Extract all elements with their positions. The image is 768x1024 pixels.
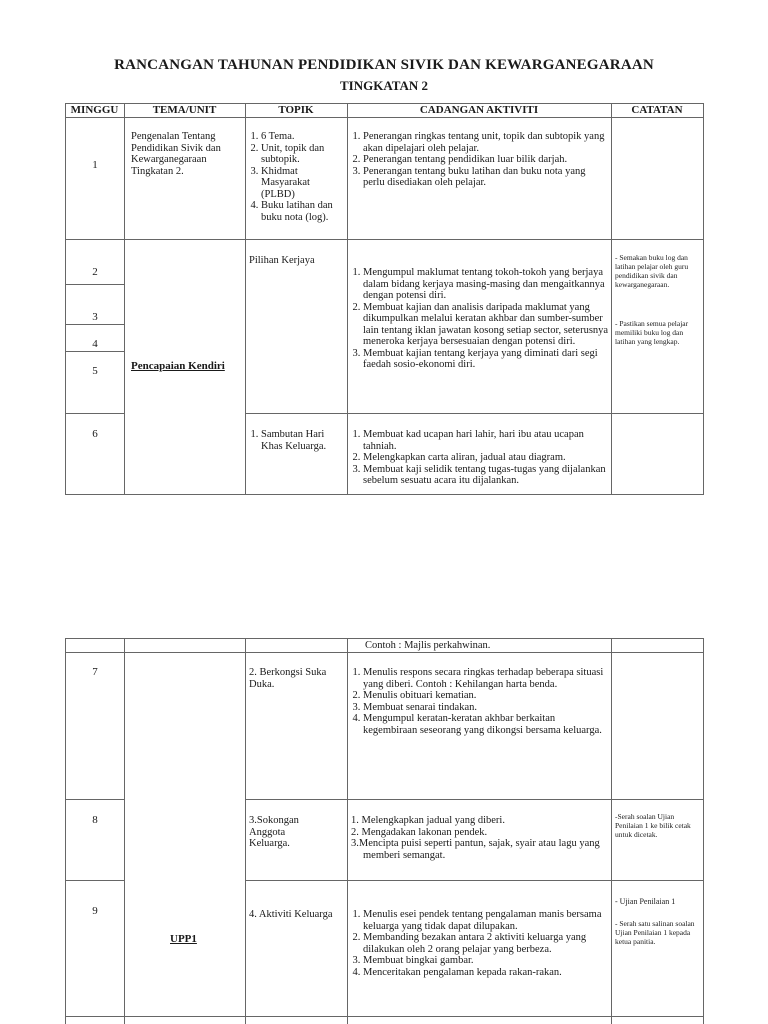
tema-pengenalan: Pengenalan Tentang Pendidikan Sivik dan Kewarganegaraan Tingkatan 2. [131, 131, 221, 177]
week-2: 2 [92, 266, 98, 278]
topik-week-6: 1. Sambutan Hari Khas Keluarga. [249, 429, 345, 452]
topik-pilihan-kerjaya: Pilihan Kerjaya [249, 255, 315, 266]
aktiviti-week-6: 1. Membuat kad ucapan hari lahir, hari ibu atau ucapan tahniah. 2. Melengkapkan carta aliran, jadual atau diagram. 3. Membuat kaji selidik tentang tugas-tugas yang dijalankan sebelum sesuatu acara itu dijalankan. [351, 429, 609, 487]
week-7: 7 [92, 666, 98, 678]
aktiviti-week-1: 1. Penerangan ringkas tentang unit, topik dan subtopik yang akan dipelajari oleh pelajar. 2. Penerangan tentang pendidikan luar bilik darjah. 3. Penerangan tentang buku latihan dan buku nota yang perlu disediakan oleh pelajar. [351, 131, 609, 189]
week-8: 8 [92, 814, 98, 826]
catatan-ujian-penilaian: - Ujian Penilaian 1 [615, 897, 676, 906]
week-4: 4 [92, 338, 98, 350]
topik-week-8: 3.Sokongan Anggota Keluarga. [249, 815, 299, 849]
week-5: 5 [92, 365, 98, 377]
header-aktiviti: CADANGAN AKTIVITI [419, 104, 539, 116]
week-6: 6 [92, 428, 98, 440]
tema-pencapaian-kendiri: Pencapaian Kendiri [131, 360, 225, 372]
aktiviti-week-7: 1. Menulis respons secara ringkas terhadap beberapa situasi yang diberi. Contoh : Kehilangan harta benda. 2. Menulis obituari kematian. 3. Membuat senarai tindakan. 4. Mengumpul keratan-keratan akhbar berkaitan kegembiraan seseorang yang dikongsi bersama keluarga. [351, 667, 609, 736]
header-topik: TOPIK [278, 104, 314, 116]
header-minggu: MINGGU [70, 104, 119, 116]
topik-week-7: 2. Berkongsi Suka Duka. [249, 667, 327, 690]
catatan-semakan: - Semakan buku log dan latihan pelajar oleh guru pendidikan sivik dan kewarganegaraan. [615, 253, 689, 289]
week-9: 9 [92, 905, 98, 917]
header-catatan: CATATAN [631, 104, 683, 116]
header-tema: TEMA/UNIT [152, 104, 217, 116]
topik-week-1: 1. 6 Tema. 2. Unit, topik dan subtopik. 3. Khidmat Masyarakat (PLBD) 4. Buku latihan dan buku nota (log). [249, 131, 345, 223]
catatan-pastikan: - Pastikan semua pelajar memiliki buku log dan latihan yang lengkap. [615, 319, 689, 346]
topik-week-9: 4. Aktiviti Keluarga [249, 909, 333, 920]
aktiviti-week-8: 1. Melengkapkan jadual yang diberi. 2. Mengadakan lakonan pendek. 3.Mencipta puisi seperti pantun, sajak, syair atau lagu yang memberi semangat. [351, 815, 600, 861]
week-3: 3 [92, 311, 98, 323]
catatan-serah-salinan: - Serah satu salinan soalan Ujian Penilaian 1 kepada ketua panitia. [615, 919, 695, 946]
catatan-serah-soalan: -Serah soalan Ujian Penilaian 1 ke bilik cetak untuk dicetak. [615, 812, 691, 839]
tema-upp1: UPP1 [170, 933, 197, 945]
contoh-majlis: Contoh : Majlis perkahwinan. [365, 640, 491, 651]
aktiviti-week-9: 1. Menulis esei pendek tentang pengalaman manis bersama keluarga yang tidak dapat dilupakan. 2. Membanding bezakan antara 2 aktiviti keluarga yang dilakukan oleh 2 orang pelajar yang berbeza. 3. Membuat bingkai gambar. 4. Menceritakan pengalaman kepada rakan-rakan. [351, 909, 609, 978]
document-subtitle: TINGKATAN 2 [340, 78, 428, 93]
document-title: RANCANGAN TAHUNAN PENDIDIKAN SIVIK DAN KEWARGANEGARAAN [114, 57, 654, 73]
week-1: 1 [92, 159, 98, 171]
aktiviti-kerjaya: 1. Mengumpul maklumat tentang tokoh-tokoh yang berjaya dalam bidang kerjaya masing-masing dan mengaitkannya dengan potensi diri. 2. Membuat kajian dan analisis daripada maklumat yang dikumpulkan melalui keratan akhbar dan sumber-sumber lain tentang iklan jawatan kosong setiap sector, seterusnya meneroka kerjaya bersesuaian dengan potensi diri. 3. Membuat kajian tentang kerjaya yang diminati dari segi faedah sosio-ekonomi diri. [351, 267, 609, 371]
